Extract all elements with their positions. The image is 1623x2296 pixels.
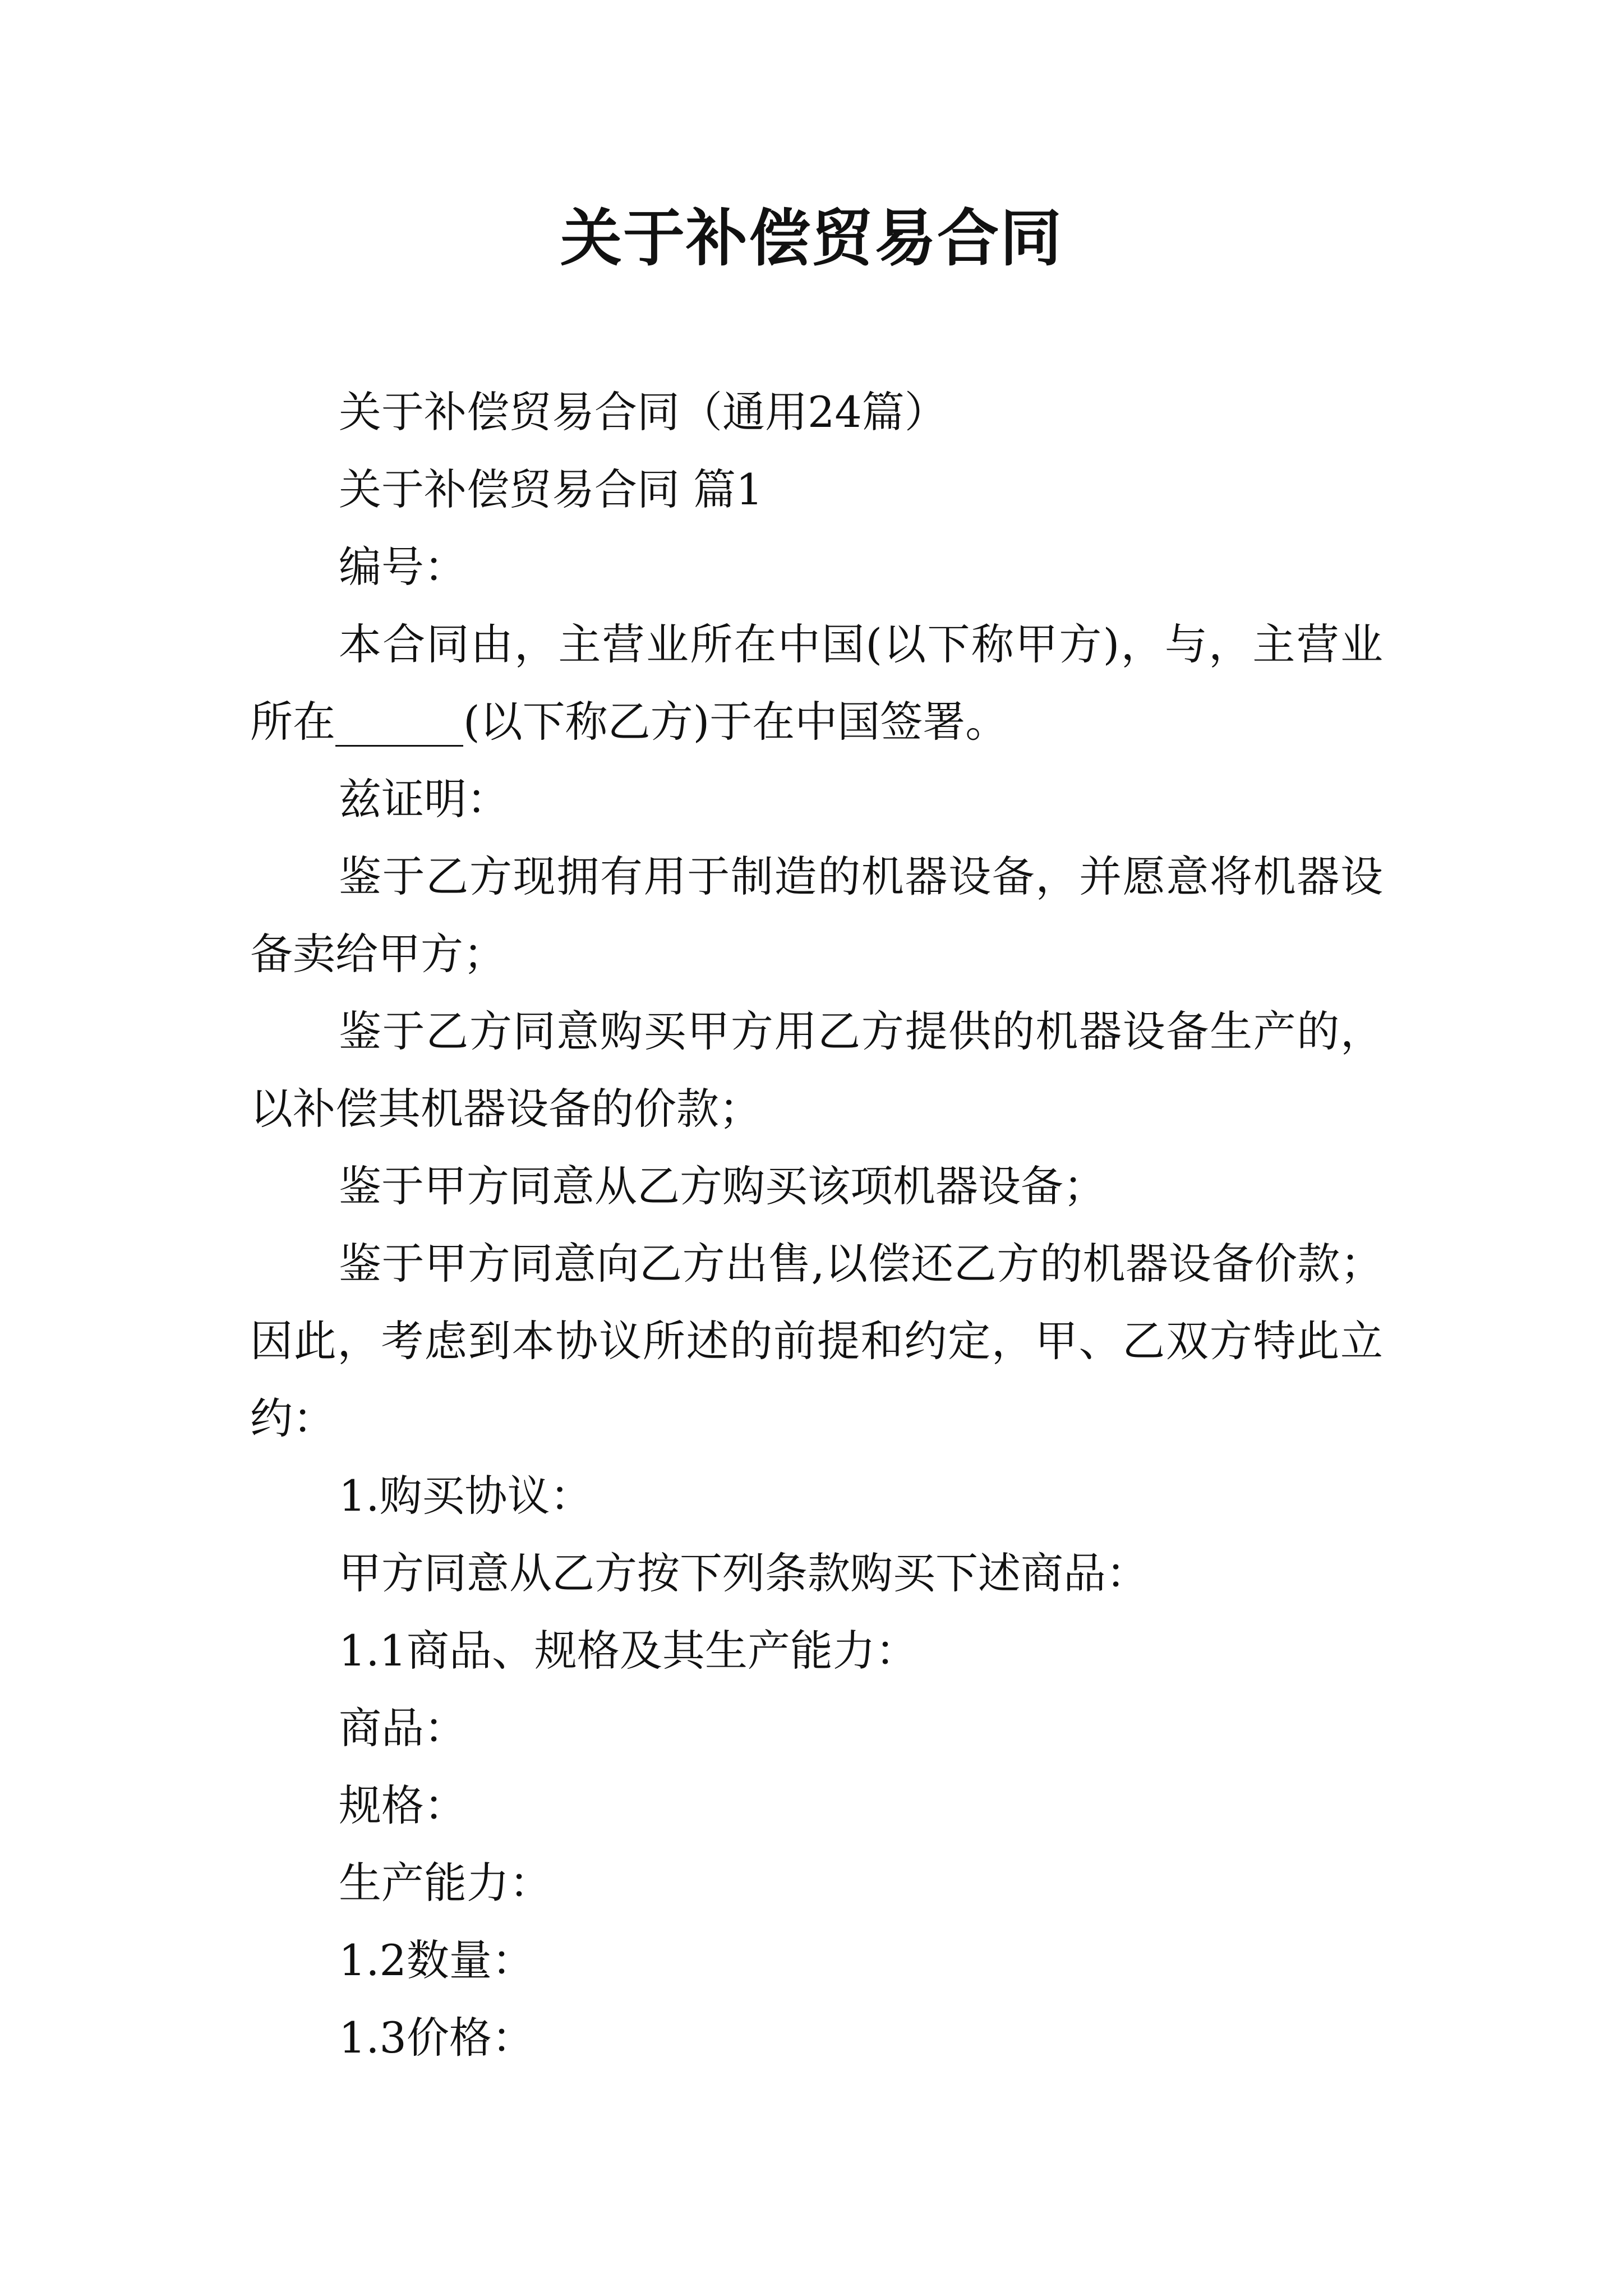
paragraph: 生产能力： [339,1858,552,1908]
paragraph: 兹证明： [339,774,509,824]
paragraph: 关于补偿贸易合同 篇1 [339,464,763,514]
paragraph: 鉴于甲方同意从乙方购买该项机器设备； [339,1161,1106,1211]
document-title: 关于补偿贸易合同 [560,202,1063,274]
paragraph: 1.1商品、规格及其生产能力： [339,1626,918,1676]
paragraph: 甲方同意从乙方按下列条款购买下述商品： [339,1548,1149,1598]
paragraph: 1.购买协议： [339,1471,593,1521]
document-body [250,374,1383,2077]
paragraph: 鉴于乙方现拥有用于制造的机器设备，并愿意将机器设备卖给甲方； [250,852,1383,979]
paragraph: 鉴于乙方同意购买甲方用乙方提供的机器设备生产的，以补偿其机器设备的价款； [250,1006,1383,1134]
paragraph: 规格： [339,1780,467,1830]
paragraph: 编号： [339,542,467,592]
paragraph: 1.3价格： [339,2013,534,2063]
paragraph: 商品： [339,1703,467,1753]
paragraph: 1.2数量： [339,1935,534,1985]
paragraph: 鉴于甲方同意向乙方出售,以偿还乙方的机器设备价款；因此，考虑到本协议所述的前提和约定，甲、乙双方特此立约： [250,1239,1383,1443]
paragraph: 关于补偿贸易合同（通用24篇） [339,387,947,437]
paragraph: 本合同由，主营业所在中国(以下称甲方)，与，主营业所在______(以下称乙方)于在中国签署。 [250,619,1383,747]
